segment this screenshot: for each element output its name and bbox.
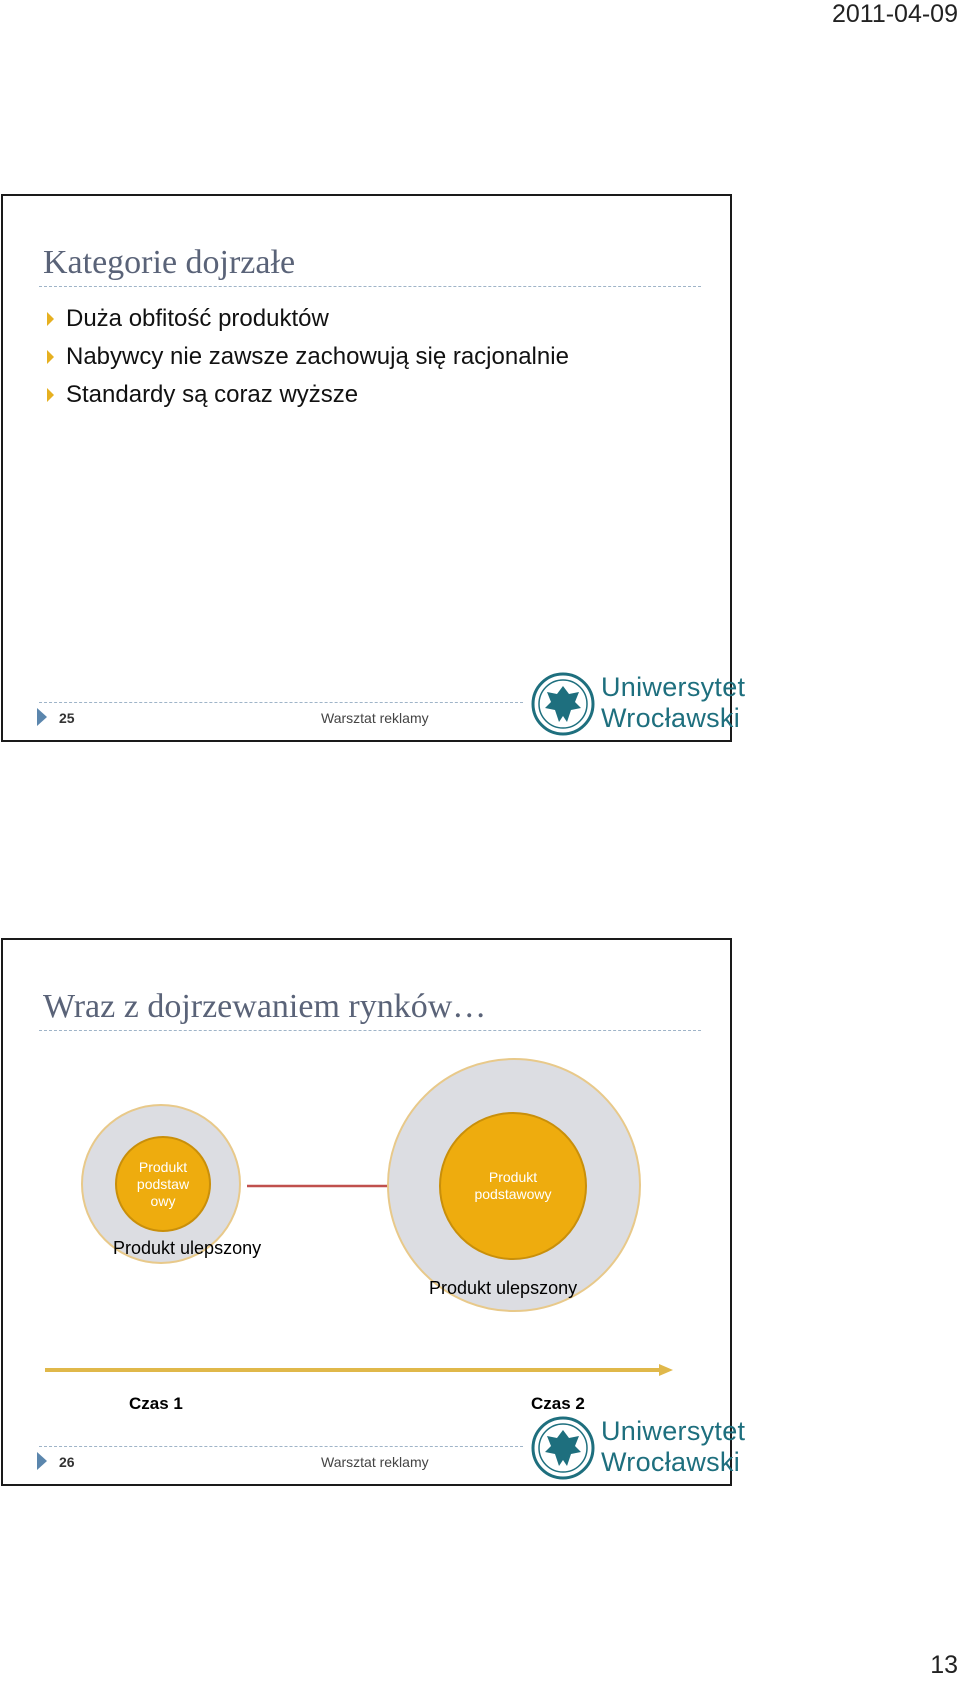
slide-26	[1, 938, 746, 1486]
slide-title: Kategorie dojrzałe	[43, 244, 296, 281]
bullet-arrow-icon	[47, 312, 54, 326]
slide-number: 26	[59, 1454, 75, 1470]
bullet-item: Nabywcy nie zawsze zachowują się racjonalnie	[47, 338, 569, 376]
bullet-item: Duża obfitość produktów	[47, 300, 569, 338]
title-divider	[39, 1030, 701, 1031]
logo-line1: Uniwersytet	[601, 1416, 746, 1446]
crest-icon	[531, 672, 595, 736]
slide-number: 25	[59, 710, 75, 726]
bullet-arrow-icon	[47, 388, 54, 402]
page-number: 13	[930, 1651, 958, 1679]
footer-arrow-icon	[37, 1452, 47, 1470]
left-outer-label: Produkt ulepszony	[113, 1238, 262, 1258]
footer-divider	[39, 702, 523, 703]
title-divider	[39, 286, 701, 287]
footer-text: Warsztat reklamy	[321, 1454, 429, 1470]
page-date: 2011-04-09	[831, 0, 958, 28]
bullet-item: Standardy są coraz wyższe	[47, 376, 569, 414]
slide-title: Wraz z dojrzewaniem rynków…	[43, 988, 487, 1025]
time-label-1: Czas 1	[129, 1394, 183, 1413]
left-inner-circle: Produkt podstaw owy	[115, 1136, 211, 1232]
slide-25	[1, 194, 746, 742]
bullet-arrow-icon	[47, 350, 54, 364]
footer-divider	[39, 1446, 523, 1447]
university-logo	[529, 1414, 746, 1484]
right-outer-label: Produkt ulepszony	[429, 1278, 578, 1298]
university-logo	[529, 670, 746, 740]
bullet-list	[47, 300, 569, 414]
logo-line1: Uniwersytet	[601, 672, 746, 702]
crest-icon	[531, 1416, 595, 1480]
logo-line2: Wrocławski	[601, 1447, 741, 1477]
time-axis-arrow	[43, 1362, 675, 1378]
right-inner-circle: Produkt podstawowy	[439, 1112, 587, 1260]
time-label-2: Czas 2	[531, 1394, 585, 1413]
logo-line2: Wrocławski	[601, 703, 741, 733]
footer-text: Warsztat reklamy	[321, 710, 429, 726]
footer-arrow-icon	[37, 708, 47, 726]
